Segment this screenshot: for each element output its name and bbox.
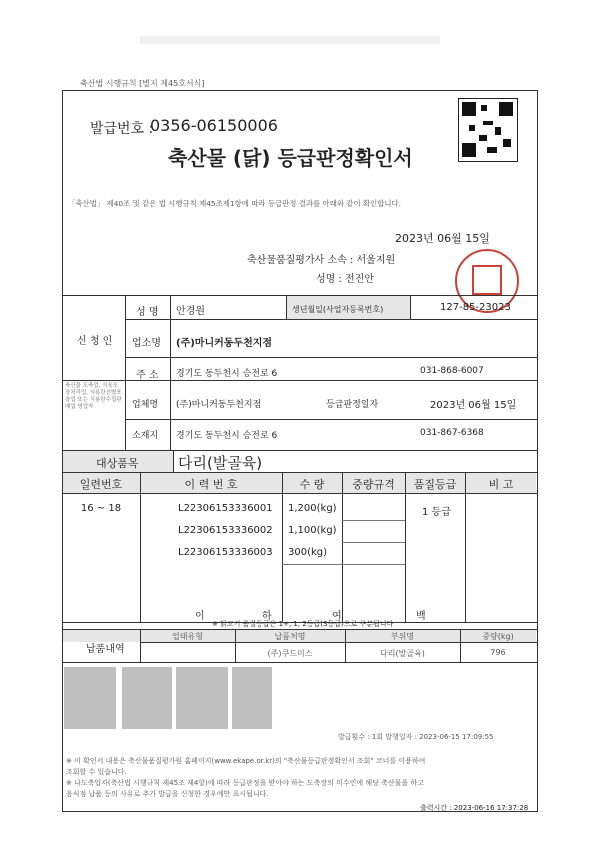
table-row-trace: L22306153336002	[178, 525, 273, 536]
note-line: 음식점 납품 등의 사유로 추가 발급을 신청한 경우에만 표시됩니다.	[66, 790, 269, 798]
intro-text: 「축산법」 제40조 및 같은 법 시행규칙 제45조제1항에 따라 등급판정 결과를 아래와 같이 확인합니다.	[68, 199, 401, 208]
delivery-col-client: 납품처명	[274, 632, 306, 641]
delivery-col-type: 업태유형	[172, 632, 203, 641]
form-header: 축산법 시행규칙 [별지 제45호서식]	[80, 79, 205, 88]
blank-mark: 이	[195, 611, 205, 622]
table-row-qty: 1,200(kg)	[288, 503, 337, 514]
table-row-qty: 1,100(kg)	[288, 525, 337, 536]
birth-value: 127-85-23023	[440, 302, 511, 313]
scan-artifact	[140, 36, 440, 44]
obscured-image	[176, 667, 228, 729]
processor-section-label: 축산물 도축업, 식육포장처리업, 식용란선별포장업 또는 식용란수집판매업 영업자	[65, 383, 122, 410]
institute: 축산물품질평가사 소속 : 서울지원	[247, 255, 396, 266]
grading-date-label: 등급판정일자	[326, 400, 379, 410]
issue-count-note: 발급횟수 : 1회 발행일자 : 2023-06-15 17:09:55	[338, 733, 494, 741]
document-title: 축산물 (닭) 등급판정확인서	[168, 146, 413, 170]
applicant-company-label: 업소명	[132, 338, 161, 349]
inspector-name: 성명 : 전진안	[316, 274, 375, 285]
delivery-cell-client: (주)쿠드미스	[267, 649, 313, 658]
obscured-image	[122, 667, 172, 729]
applicant-section-label: 신 청 인	[77, 336, 113, 347]
applicant-phone: 031-868-6007	[420, 366, 484, 376]
note-line: 조회할 수 있습니다.	[66, 768, 127, 776]
applicant-name-label: 성 명	[136, 307, 159, 318]
delivery-label: 납품내역	[86, 644, 125, 655]
note-line: ※ 나도축업자(축산법 시행규칙 제45조 제4항)에 따라 등급판정을 받아야 하는 도축장의 미수인에 해당 축산물을 하고	[66, 779, 424, 787]
table-row-grade: 1 등급	[422, 507, 451, 518]
delivery-cell-part: 다리(발골육)	[380, 649, 425, 658]
applicant-address-label: 주 소	[136, 370, 159, 381]
col-weight: 중량규격	[352, 478, 395, 491]
issue-label: 발급번호 :	[90, 121, 154, 137]
processor-company: (주)마니커동두천지점	[176, 400, 262, 410]
delivery-col-part: 부위명	[390, 632, 415, 641]
note-line: ※ 이 확인서 내용은 축산물품질평가원 홈페이지(www.ekape.or.kr)의 "축산물등급판정확인서 조회" 코너를 이용하여	[66, 757, 426, 765]
applicant-company: (주)마니커동두천지점	[176, 338, 273, 349]
delivery-col-weight: 중량(kg)	[482, 632, 514, 641]
col-grade: 품질등급	[413, 478, 457, 491]
col-qty: 수 량	[299, 478, 325, 491]
blank-mark: 여	[332, 611, 342, 622]
print-time: 출력시간 : 2023-06-16 17:37:28	[420, 804, 529, 812]
birth-label: 생년월일(사업자등록번호)	[292, 305, 384, 314]
col-remark: 비 고	[488, 478, 514, 491]
col-trace: 이 력 번 호	[184, 478, 238, 491]
table-row-trace: L22306153336003	[178, 547, 273, 558]
blank-mark: 백	[416, 611, 426, 622]
serial-range: 16 ~ 18	[80, 503, 122, 514]
notes	[66, 756, 536, 800]
applicant-name: 안경원	[176, 306, 205, 317]
grading-date: 2023년 06월 15일	[430, 400, 517, 411]
applicant-address: 경기도 동두천시 승전로 6	[176, 369, 278, 379]
processor-phone: 031-867-6368	[420, 428, 484, 438]
processor-address: 경기도 동두천시 승전로 6	[176, 431, 278, 441]
table-row-qty: 300(kg)	[288, 547, 328, 558]
obscured-image	[64, 667, 116, 729]
issue-number: 0356-06150006	[150, 116, 278, 135]
qr-code	[458, 98, 518, 162]
col-serial: 일련번호	[79, 478, 123, 491]
target-value: 다리(발골육)	[178, 454, 263, 472]
obscured-image	[232, 667, 272, 729]
target-label: 대상품목	[96, 457, 139, 470]
processor-company-label: 업체명	[132, 400, 159, 410]
issue-date: 2023년 06월 15일	[395, 232, 490, 245]
processor-address-label: 소재지	[132, 431, 159, 441]
table-row-trace: L22306153336001	[178, 503, 273, 514]
delivery-cell-weight: 796	[490, 648, 506, 657]
grade-footnote: ※ 닭고기 품질등급은 1+, 1, 2등급(3등급)으로 구분됩니다	[212, 620, 394, 628]
blank-mark: 하	[262, 611, 272, 622]
